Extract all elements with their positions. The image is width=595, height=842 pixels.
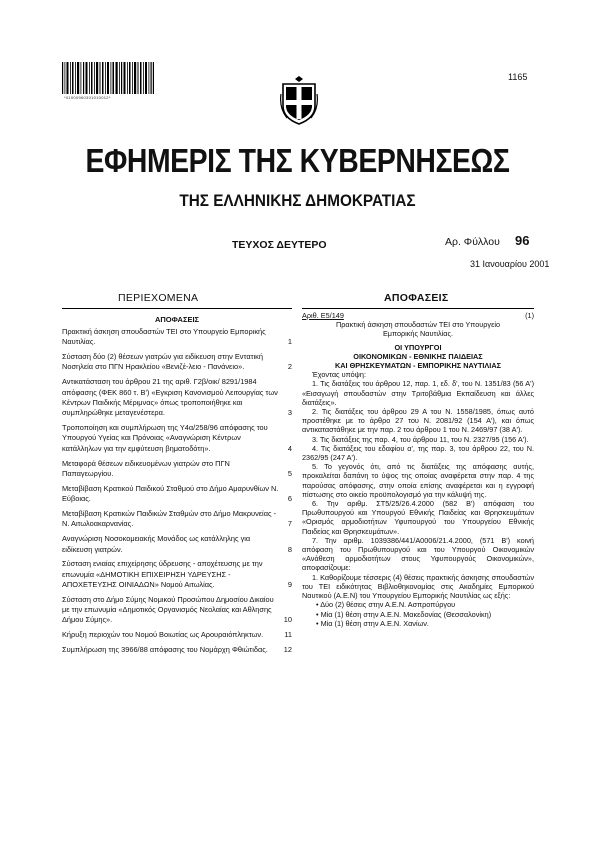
list-item-text: Μία (1) θέση στην Α.Ε.Ν. Χανίων. [320, 618, 429, 628]
toc-item-text: Τροποποίηση και συμπλήρωση της Υ4α/258/96 απόφασης του Υπουργού Υγείας και Πρόνοιας «Αναγνώριση Κέντρων κατάλληλων για την εμφύτευση βηματοδότη». [62, 423, 268, 453]
toc-item-text: Πρακτική άσκηση σπουδαστών ΤΕΙ στο Υπουργείο Εμπορικής Ναυτιλίας. [62, 327, 266, 347]
list-item: • Δύο (2) θέσεις στην Α.Ε.Ν. Ασπροπύργου [316, 600, 456, 610]
toc-item-page: 9 [287, 579, 292, 589]
page-number: 1165 [508, 72, 528, 82]
decisions-divider [302, 308, 534, 309]
toc-item-page: 11 [284, 630, 292, 640]
decision-paragraph: 5. Το γεγονός ότι, από τις διατάξεις της απόφασης αυτής, προκαλείται δαπάνη το ύψος της οποίας αναφέρεται στην παρ. 4 της παρούσας απόφασης, στην οποία επίσης αναφέρεται και η εγγραφή πίστωσης στο οικείο προϋπολογισμό για την κάλυψή της. [302, 462, 534, 499]
toc-item-page: 4 [287, 443, 292, 453]
decision-paragraph: 6. Την αριθμ. ΣΤ5/25/26.4.2000 (582 Β') απόφαση του Πρωθυπουργού και Υπουργού Εθνικής Παιδείας και Θρησκευμάτων «Ορισμός αρμοδιοτήτων Υφυπουργού του Υπουργείου Εθνικής Παιδείας και Θρησκευμάτων». [302, 499, 534, 536]
list-item-text: Δύο (2) θέσεις στην Α.Ε.Ν. Ασπροπύργου [320, 600, 456, 610]
list-item-text: Μία (1) θέση στην Α.Ε.Ν. Μακεδονίας (Θεσσαλονίκη) [320, 609, 492, 619]
decision-intro: Έχοντας υπόψη: [312, 370, 366, 380]
barcode-image [62, 62, 154, 94]
toc-heading: ΠΕΡΙΕΧΟΜΕΝΑ [118, 292, 199, 304]
toc-divider [62, 308, 292, 309]
decision-paragraph: 2. Τις διατάξεις του άρθρου 29 Α του Ν. 1558/1985, όπως αυτό προστέθηκε με το άρθρο 27 του Ν. 2081/92 (154 Α'), και όπως αντικαταστάθηκε με την παρ. 2 του άρθρου 1 του Ν. 2469/97 (38 Α'). [302, 407, 534, 435]
toc-item[interactable] [62, 377, 292, 418]
toc-item-text: Αντικατάσταση του άρθρου 21 της αριθ. Γ2β/οικ/ 8291/1984 απόφασης (ΦΕΚ 860 τ. Β') «Εγκριση Κανονισμού Λειτουργίας των Κέντρων Παιδικής Μέριμνας» όπως τροποποιήθηκε και συμπληρώθηκε μεταγενέστερα. [62, 377, 278, 418]
toc-item[interactable] [62, 459, 292, 480]
toc-item-page: 6 [287, 494, 292, 504]
decision-reference: Αριθ. Ε5/149 [302, 311, 344, 320]
toc-item-page: 2 [287, 362, 292, 372]
toc-item[interactable] [62, 484, 292, 505]
barcode-caption: *01000960301010012* [64, 95, 111, 100]
list-item: • Μία (1) θέση στην Α.Ε.Ν. Μακεδονίας (Θεσσαλονίκη) [316, 609, 492, 619]
toc-item-page: 5 [287, 468, 292, 478]
authority-line-3: ΚΑΙ ΘΡΗΣΚΕΥΜΑΤΩΝ - ΕΜΠΟΡΙΚΗΣ ΝΑΥΤΙΛΙΑΣ [335, 361, 501, 371]
issue-series: ΤΕΥΧΟΣ ΔΕΥΤΕΡΟ [232, 239, 327, 251]
toc-item-page: 3 [287, 408, 292, 418]
masthead-subtitle: ΤΗΣ ΕΛΛΗΝΙΚΗΣ ΔΗΜΟΚΡΑΤΙΑΣ [179, 191, 416, 210]
decision-index: (1) [525, 311, 534, 320]
toc-item[interactable] [62, 423, 292, 454]
decision-paragraph: 1. Καθορίζουμε τέσσερις (4) θέσεις πρακτικής άσκησης σπουδαστών του ΤΕΙ ειδικότητας Βιβλιοθηκονομίας στις Ακαδημίες Εμπορικού Ναυτικού (Α.Ε.Ν) του Υπουργείου Εμπορικής Ναυτιλίας ως εξής: [302, 572, 534, 601]
decision-paragraph: 3. Τις διατάξεις της παρ. 4, του άρθρου 11, του Ν. 2327/95 (156 Α'). [312, 434, 529, 444]
decision-paragraph: 4. Τις διατάξεις του εδαφίου α', της παρ. 3, του άρθρου 22, του Ν. 2362/95 (247 Α'). [302, 443, 534, 463]
toc-item-page: 1 [287, 337, 292, 347]
toc-item[interactable] [62, 595, 292, 626]
toc-item[interactable] [62, 352, 292, 373]
toc-item[interactable] [62, 630, 292, 640]
toc-list [62, 327, 292, 660]
toc-item-page: 8 [287, 544, 292, 554]
decisions-heading: ΑΠΟΦΑΣΕΙΣ [384, 292, 449, 304]
toc-item-text: Συμπλήρωση της 3966/88 απόφασης του Νομάρχη Φθιώτιδας. [62, 645, 268, 655]
decision-subject: Πρακτική άσκηση σπουδαστών ΤΕΙ στο Υπουργείο Εμπορικής Ναυτιλίας. [335, 320, 501, 339]
toc-item-text: Σύσταση στο Δήμο Σύμης Νομικού Προσώπου Δημοσίου Δικαίου με την επωνυμία «Δημοτικός Οργανισμός Νεολαίας και Αθλησης Δήμου Σύμης». [62, 594, 274, 625]
toc-subheading: ΑΠΟΦΑΣΕΙΣ [154, 315, 200, 324]
toc-item[interactable] [62, 559, 292, 590]
list-item: • Μία (1) θέση στην Α.Ε.Ν. Χανίων. [316, 618, 429, 628]
toc-item-text: Κήρυξη περιοχών του Νομού Βοιωτίας ως Αρουραιόπληκτων. [62, 630, 264, 640]
toc-item-text: Μεταβίβαση Κρατικών Παιδικών Σταθμών στο Δήμο Μακρυνείας - Ν. Αιτωλοακαρνανίας. [62, 509, 277, 529]
toc-item-text: Μεταβίβαση Κρατικού Παιδικού Σταθμού στο Δήμο Αμαρυνθίων Ν. Εύβοιας. [62, 483, 279, 504]
toc-item-text: Σύσταση δύο (2) θέσεων γιατρών για ειδίκευση στην Εντατική Νοσηλεία στο ΠΓΝ Ηρακλείου «Βενιζέ-λειο - Πανάνειο». [62, 352, 263, 372]
authority-line-2: ΟΙΚΟΝΟΜΙΚΩΝ - ΕΘΝΙΚΗΣ ΠΑΙΔΕΙΑΣ [353, 351, 483, 361]
toc-item-text: Αναγνώριση Νοσοκομειακής Μονάδος ως κατάλληλης για ειδίκευση γιατρών. [62, 534, 251, 554]
toc-item-text: Μεταφορά θέσεων ειδικευομένων γιατρών στο ΠΓΝ Παπαγεωργίου. [62, 458, 230, 478]
toc-item-text: Σύσταση ενιαίας επιχείρησης ύδρευσης - αποχέτευσης με την επωνυμία «ΔΗΜΟΤΙΚΗ ΕΠΙΧΕΙΡΗΣΗ ΥΔΡΕΥΣΗΣ - ΑΠΟΧΕΤΕΥΣΗΣ ΟΙΝΙΑΔΩΝ» Νομού Αιτωλίας. [62, 559, 263, 589]
masthead-title: ΕΦΗΜΕΡΙΣ ΤΗΣ ΚΥΒΕΡΝΗΣΕΩΣ [85, 142, 510, 179]
toc-item[interactable] [62, 509, 292, 530]
decision-body [302, 311, 534, 628]
toc-item-page: 7 [287, 519, 292, 529]
sheet-number: 96 [515, 233, 530, 248]
toc-item[interactable] [62, 534, 292, 555]
authority-line-1: ΟΙ ΥΠΟΥΡΓΟΙ [394, 342, 442, 352]
decision-paragraph: 7. Την αριθμ. 1039386/441/Α0006/21.4.2000, (571 Β') κοινή απόφαση του Πρωθυπουργού και του Υπουργού Οικονομικών «Ανάθεση αρμοδιοτήτων στους Υφυπουργούς Οικονομικών», αποφασίζουμε: [302, 535, 534, 573]
toc-item[interactable] [62, 327, 292, 348]
toc-item-page: 12 [283, 645, 292, 655]
toc-item[interactable] [62, 645, 292, 655]
issue-date: 31 Ιανουαρίου 2001 [470, 259, 550, 269]
toc-item-page: 10 [283, 615, 292, 625]
sheet-label: Αρ. Φύλλου [445, 236, 500, 248]
decision-paragraph: 1. Τις διατάξεις του άρθρου 12, παρ. 1, εδ. δ', του Ν. 1351/83 (56 Α') «Εισαγωγή σπουδαστών στην Τριτοβάθμια Εκπαίδευση και άλλες διατάξεις». [302, 379, 534, 407]
coat-of-arms-icon [279, 74, 319, 126]
